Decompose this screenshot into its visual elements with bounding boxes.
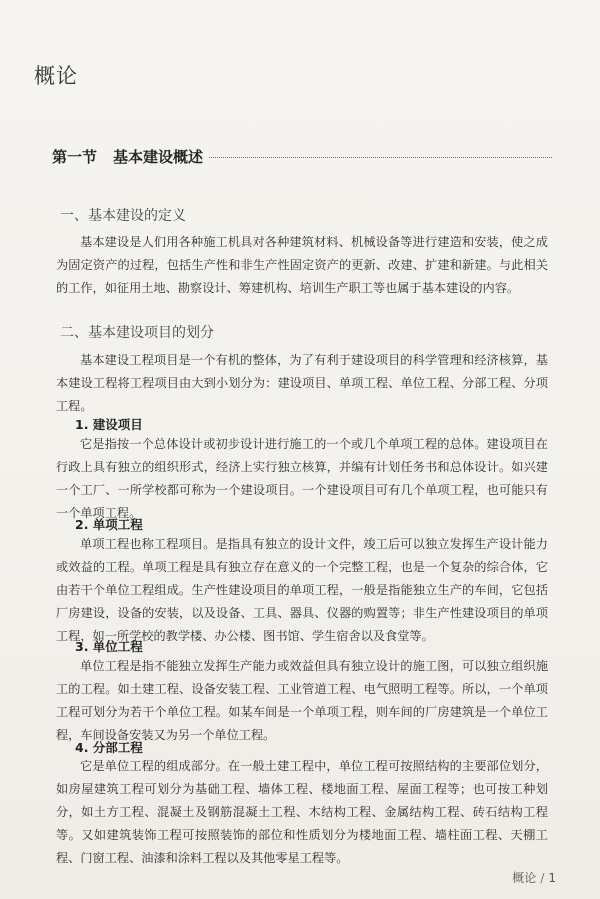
subsection-heading: 一、基本建设的定义 — [60, 208, 186, 224]
chapter-title: 概论 — [34, 64, 78, 88]
paragraph: 单项工程也称工程项目。是指具有独立的设计文件，竣工后可以独立发挥生产设计能力或效益的工程。单项工程是具有独立存在意义的一个完整工程，也是一个复杂的综合体，它由若干个单位工程组成。生产性建设项目的单项工程，一般是指能独立生产的车间，它包括厂房建设，设备的安装，以及设备、工具、器具、仪器的购置等；非生产性建设项目的单项工程，如一所学校的教学楼、办公楼、图书馆、学生宿舍以及食堂等。 — [56, 537, 548, 643]
running-title: 概论 — [512, 871, 537, 885]
section-title: 基本建设概述 — [113, 148, 204, 166]
item-heading: 1. 建设项目 — [75, 417, 143, 432]
page-footer — [512, 869, 556, 886]
section-number: 第一节 — [52, 148, 98, 166]
paragraph: 它是指按一个总体设计或初步设计进行施工的一个或几个单项工程的总体。建设项目在行政上具有独立的组织形式，经济上实行独立核算，并编有计划任务书和总体设计。如兴建一个工厂、一所学校都可称为一个建设项目。一个建设项目可有几个单项工程，也可能只有一个单项工程。 — [56, 437, 548, 520]
subsection-heading: 二、基本建设项目的划分 — [60, 325, 214, 341]
paragraph: 单位工程是指不能独立发挥生产能力或效益但具有独立设计的施工图，可以独立组织施工的工程。如土建工程、设备安装工程、工业管道工程、电气照明工程等。所以，一个单项工程可划分为若干个单位工程。如某车间是一个单项工程，则车间的厂房建筑是一个单位工程，车间设备安装又为另一个单位工程。 — [56, 659, 548, 742]
footer-separator: / — [540, 871, 545, 885]
paragraph: 基本建设是人们用各种施工机具对各种建筑材料、机械设备等进行建造和安装，使之成为固定资产的过程，包括生产性和非生产性固定资产的更新、改建、扩建和新建。与此相关的工作，如征用土地、勘察设计、筹建机构、培训生产职工等也属于基本建设的内容。 — [56, 235, 548, 295]
item-heading: 2. 单项工程 — [75, 517, 143, 532]
item-heading: 4. 分部工程 — [75, 740, 143, 755]
paragraph: 它是单位工程的组成部分。在一般土建工程中，单位工程可按照结构的主要部位划分，如房屋建筑工程可划分为基础工程、墙体工程、楼地面工程、屋面工程等；也可按工种划分，如土方工程、混凝土及钢筋混凝土工程、木结构工程、金属结构工程、砖石结构工程等。又如建筑装饰工程可按照装饰的部位和性质划分为楼地面工程、墙柱面工程、天棚工程、门窗工程、油漆和涂料工程以及其他零星工程等。 — [56, 759, 548, 865]
item-heading: 3. 单位工程 — [75, 639, 143, 654]
paragraph: 基本建设工程项目是一个有机的整体，为了有利于建设项目的科学管理和经济核算，基本建设工程将工程项目由大到小划分为：建设项目、单项工程、单位工程、分部工程、分项工程。 — [56, 353, 548, 413]
page-number: 1 — [548, 871, 556, 885]
section-heading — [52, 146, 209, 167]
